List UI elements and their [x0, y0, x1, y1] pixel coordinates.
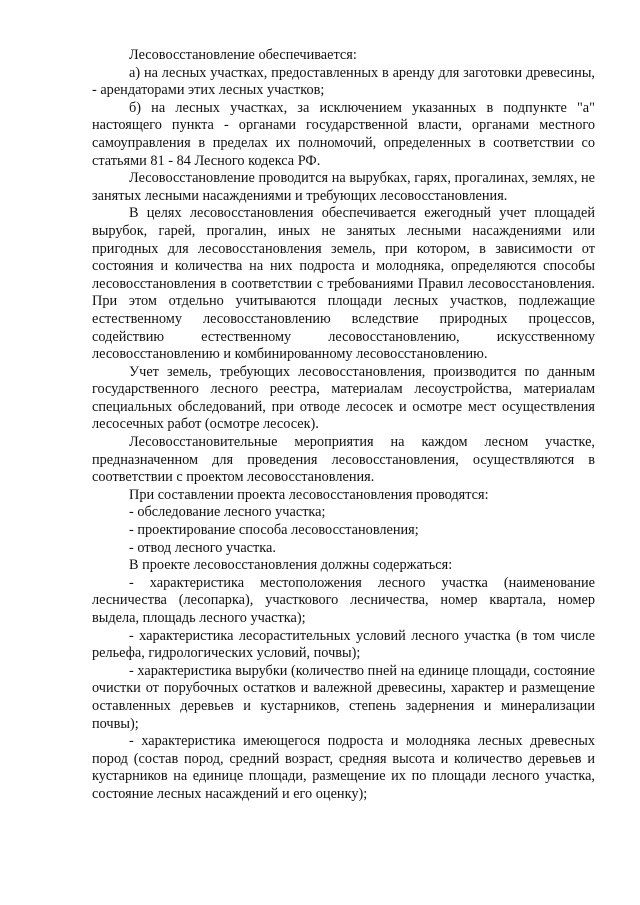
paragraph-12: В проекте лесовосстановления должны содержаться: [129, 557, 453, 574]
paragraph-3: б) на лесных участках, за исключением указанных в подпункте "а" настоящего пункта - органами государственной власти, органами местного самоуправления в пределах их полномочий, определенных в соответствии со статьями 81 - 84 Лесного кодекса РФ. [92, 99, 595, 169]
paragraph-1: Лесовосстановление обеспечивается: [129, 47, 357, 63]
paragraph-4: Лесовосстановление проводится на вырубках, гарях, прогалинах, землях, не занятых лесными насаждениями и требующих лесовосстановления. [92, 170, 595, 204]
paragraph-11: - отвод лесного участка. [129, 539, 276, 556]
paragraph-10: - проектирование способа лесовосстановления; [129, 522, 419, 539]
document-page [92, 47, 595, 804]
paragraph-9: - обследование лесного участка; [129, 504, 326, 521]
paragraph-2: а) на лесных участках, предоставленных в аренду для заготовки древесины, - арендаторами этих лесных участков; [92, 64, 595, 99]
paragraph-7: Лесовосстановительные мероприятия на каждом лесном участке, предназначенном для проведения лесовосстановления, осуществляются в соответствии с проектом лесовосстановления. [92, 434, 595, 486]
paragraph-5: В целях лесовосстановления обеспечивается ежегодный учет площадей вырубок, гарей, прогалин, иных не занятых лесными насаждениями или пригодных для лесовосстановления земель, при котором, в зависимости от состояния и количества на них подроста и молодняка, определяются способы лесовосстановления в соответствии с требованиями Правил лесовосстановления. При этом отдельно учитываются площади лесных участков, подлежащие естественному лесовосстановлению вследствие природных процессов, содействию естественному лесовосстановлению, искусственному лесовосстановлению и комбинированному лесовосстановлению. [92, 205, 595, 363]
paragraph-6: Учет земель, требующих лесовосстановления, производится по данным государственного лесного реестра, материалам лесоустройства, материалам специальных обследований, при отводе лесосек и осмотре мест осуществления лесосечных работ (осмотре лесосек). [92, 363, 595, 433]
paragraph-15: - характеристика вырубки (количество пней на единице площади, состояние очистки от порубочных остатков и валежной древесины, характер и размещение оставленных деревьев и кустарников, степень задернения и минерализации почвы); [92, 662, 595, 732]
paragraph-13: - характеристика местоположения лесного участка (наименование лесничества (лесопарка), участкового лесничества, номер квартала, номер выдела, площадь лесного участка); [92, 574, 595, 626]
paragraph-14: - характеристика лесорастительных условий лесного участка (в том числе рельефа, гидрологических условий, почвы); [92, 627, 595, 662]
paragraph-16: - характеристика имеющегося подроста и молодняка лесных древесных пород (состав пород, средний возраст, средняя высота и количество деревьев и кустарников на единице площади, размещение их по площади лесного участка, состояние лесных насаждений и его оценку); [92, 733, 595, 802]
paragraph-8: При составлении проекта лесовосстановления проводятся: [129, 486, 489, 503]
